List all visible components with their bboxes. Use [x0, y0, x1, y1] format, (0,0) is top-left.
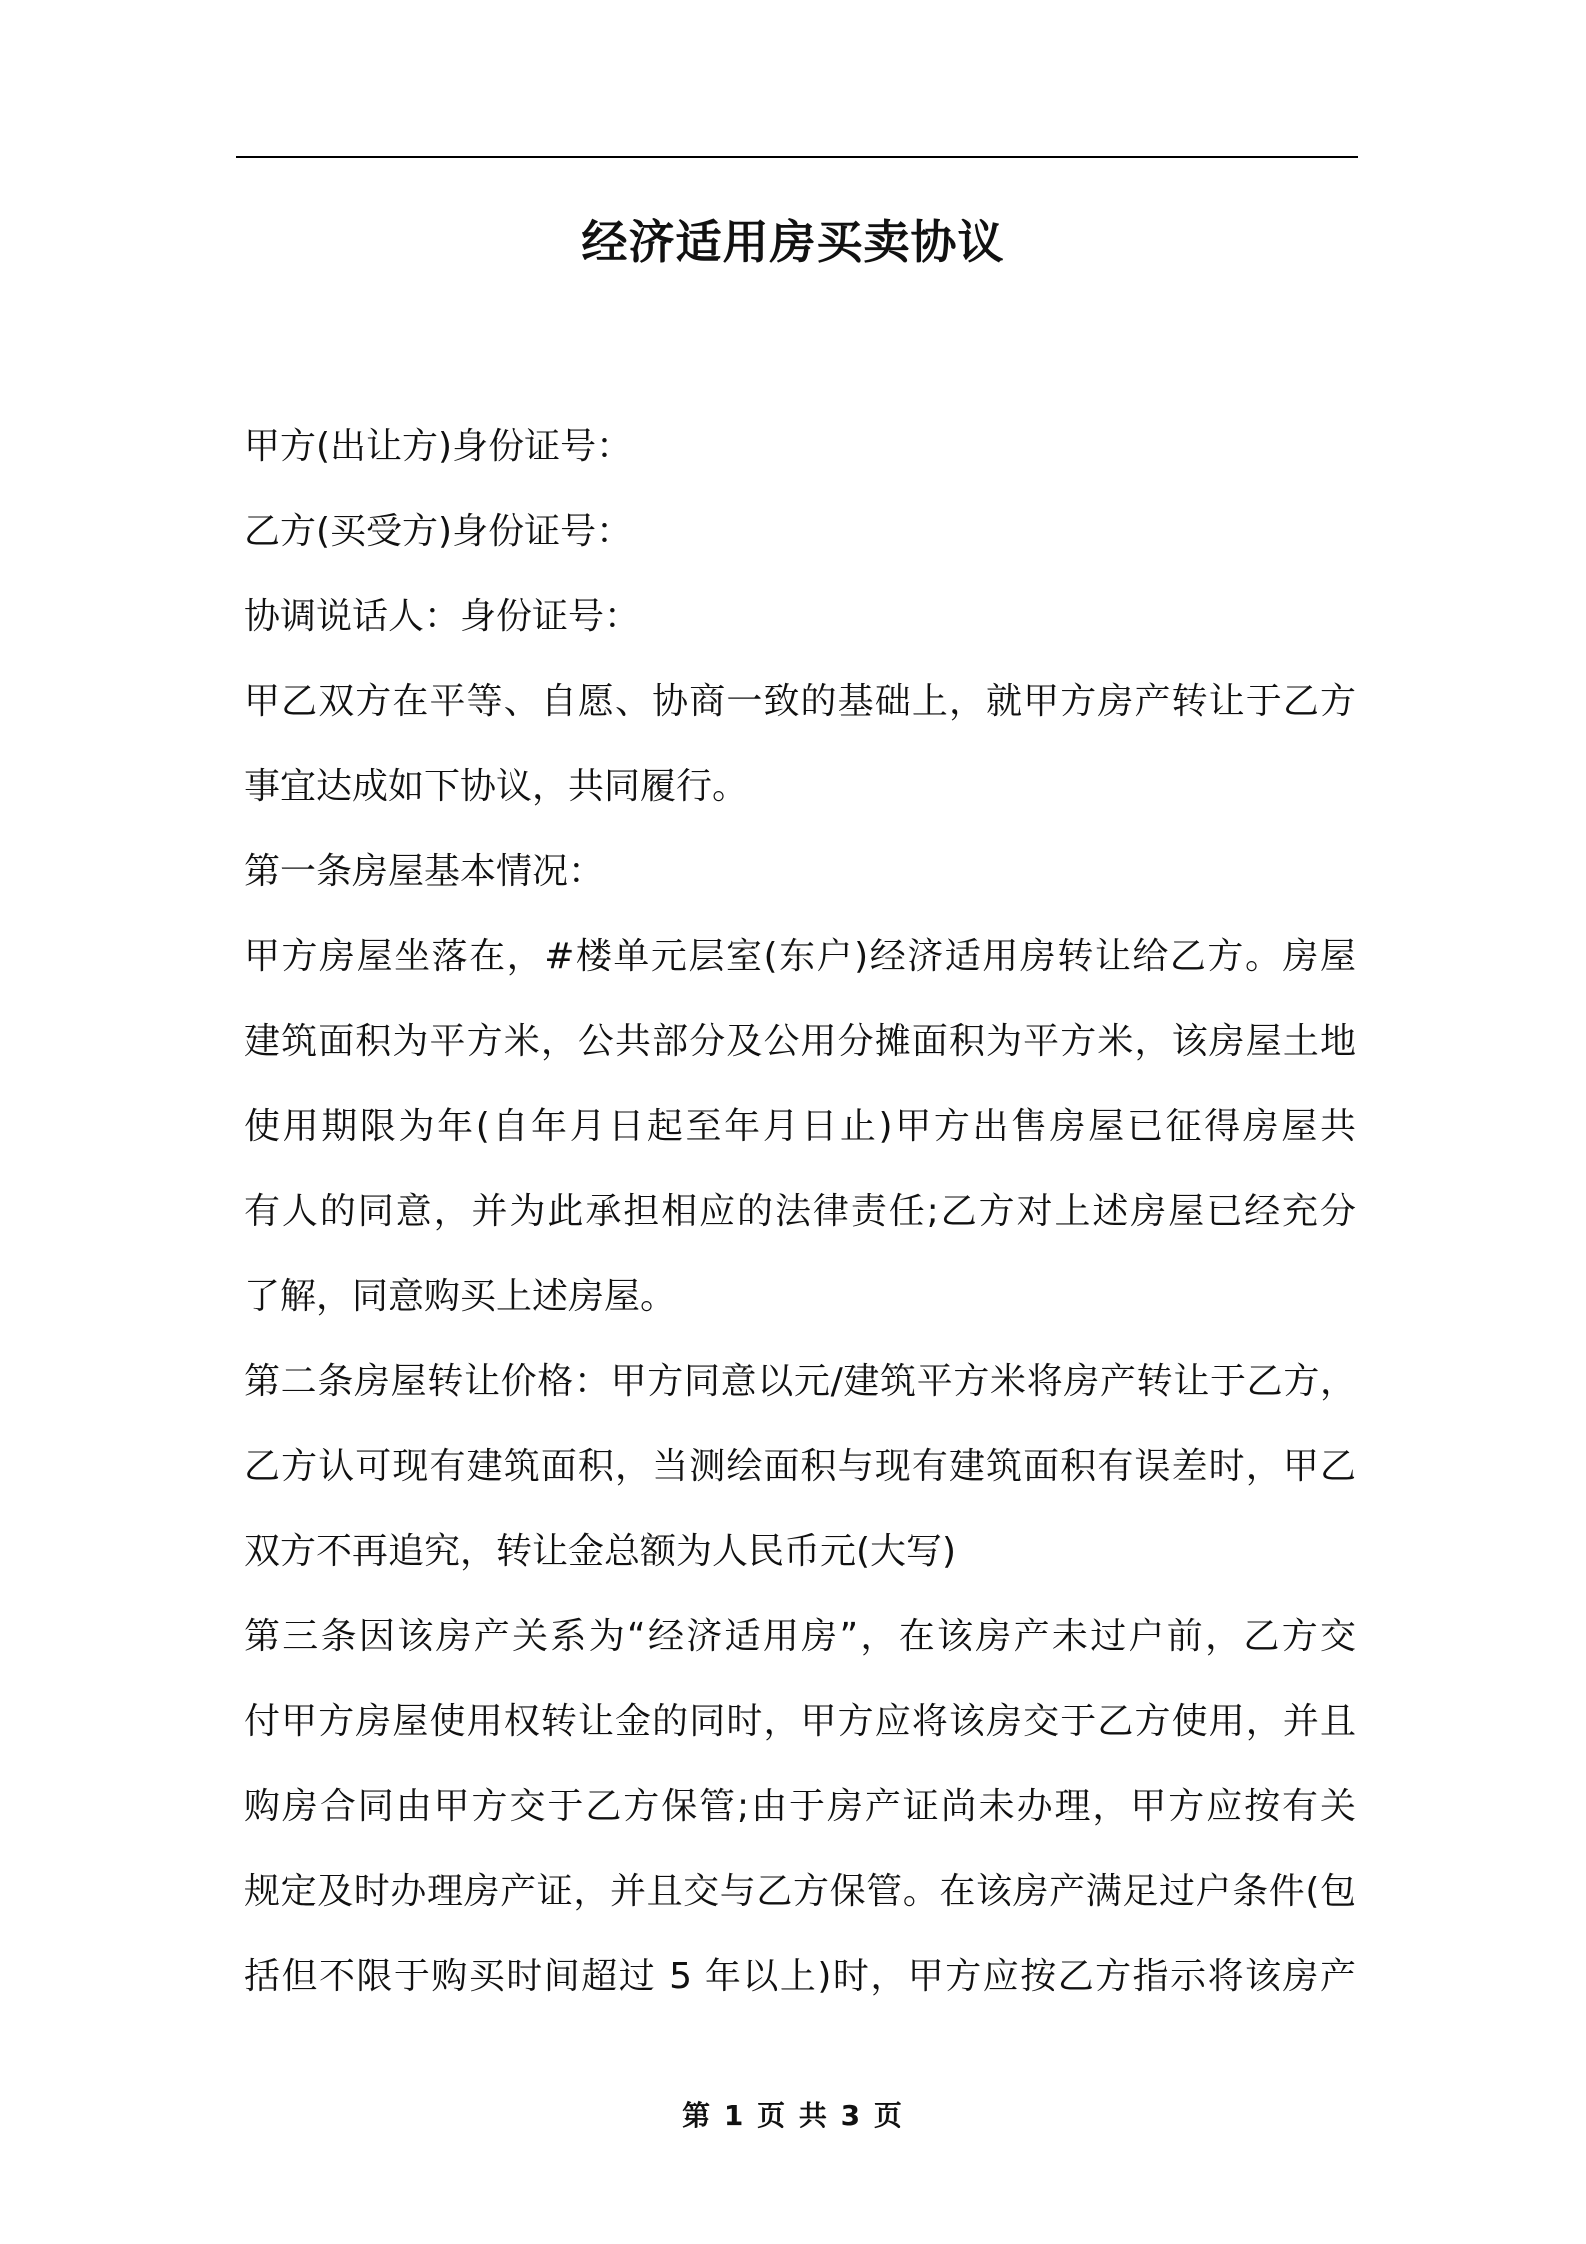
- document-title: 经济适用房买卖协议: [581, 215, 1005, 269]
- body-line: 乙方认可现有建筑面积，当测绘面积与现有建筑面积有误差时，甲乙: [244, 1446, 1356, 1487]
- body-line: 协调说话人：身份证号：: [244, 596, 641, 637]
- page-footer: 第 1 页 共 3 页: [682, 2099, 904, 2132]
- body-line: 规定及时办理房产证，并且交与乙方保管。在该房产满足过户条件(包: [244, 1871, 1356, 1912]
- body-line: 事宜达成如下协议，共同履行。: [244, 766, 749, 807]
- body-line: 使用期限为年(自年月日起至年月日止)甲方出售房屋已征得房屋共: [244, 1106, 1356, 1147]
- body-line: 了解，同意购买上述房屋。: [244, 1276, 677, 1317]
- body-line: 甲方房屋坐落在，#楼单元层室(东户)经济适用房转让给乙方。房屋: [244, 936, 1356, 977]
- body-line: 购房合同由甲方交于乙方保管;由于房产证尚未办理，甲方应按有关: [244, 1786, 1356, 1827]
- body-line: 第一条房屋基本情况：: [244, 851, 605, 892]
- body-line: 第二条房屋转让价格：甲方同意以元/建筑平方米将房产转让于乙方，: [244, 1361, 1356, 1402]
- body-line: 第三条因该房产关系为“经济适用房”，在该房产未过户前，乙方交: [244, 1616, 1356, 1657]
- body-line: 甲乙双方在平等、自愿、协商一致的基础上，就甲方房产转让于乙方: [244, 681, 1356, 722]
- body-line: 括但不限于购买时间超过 5 年以上)时，甲方应按乙方指示将该房产: [244, 1956, 1356, 1997]
- body-line: 乙方(买受方)身份证号：: [244, 511, 633, 552]
- body-line: 甲方(出让方)身份证号：: [244, 426, 633, 467]
- body-line: 付甲方房屋使用权转让金的同时，甲方应将该房交于乙方使用，并且: [244, 1701, 1356, 1742]
- body-line: 有人的同意，并为此承担相应的法律责任;乙方对上述房屋已经充分: [244, 1191, 1356, 1232]
- document-body: [244, 404, 1356, 2019]
- body-line: 建筑面积为平方米，公共部分及公用分摊面积为平方米，该房屋土地: [244, 1021, 1356, 1062]
- header-rule: [236, 156, 1358, 158]
- body-line: 双方不再追究，转让金总额为人民币元(大写): [244, 1531, 957, 1572]
